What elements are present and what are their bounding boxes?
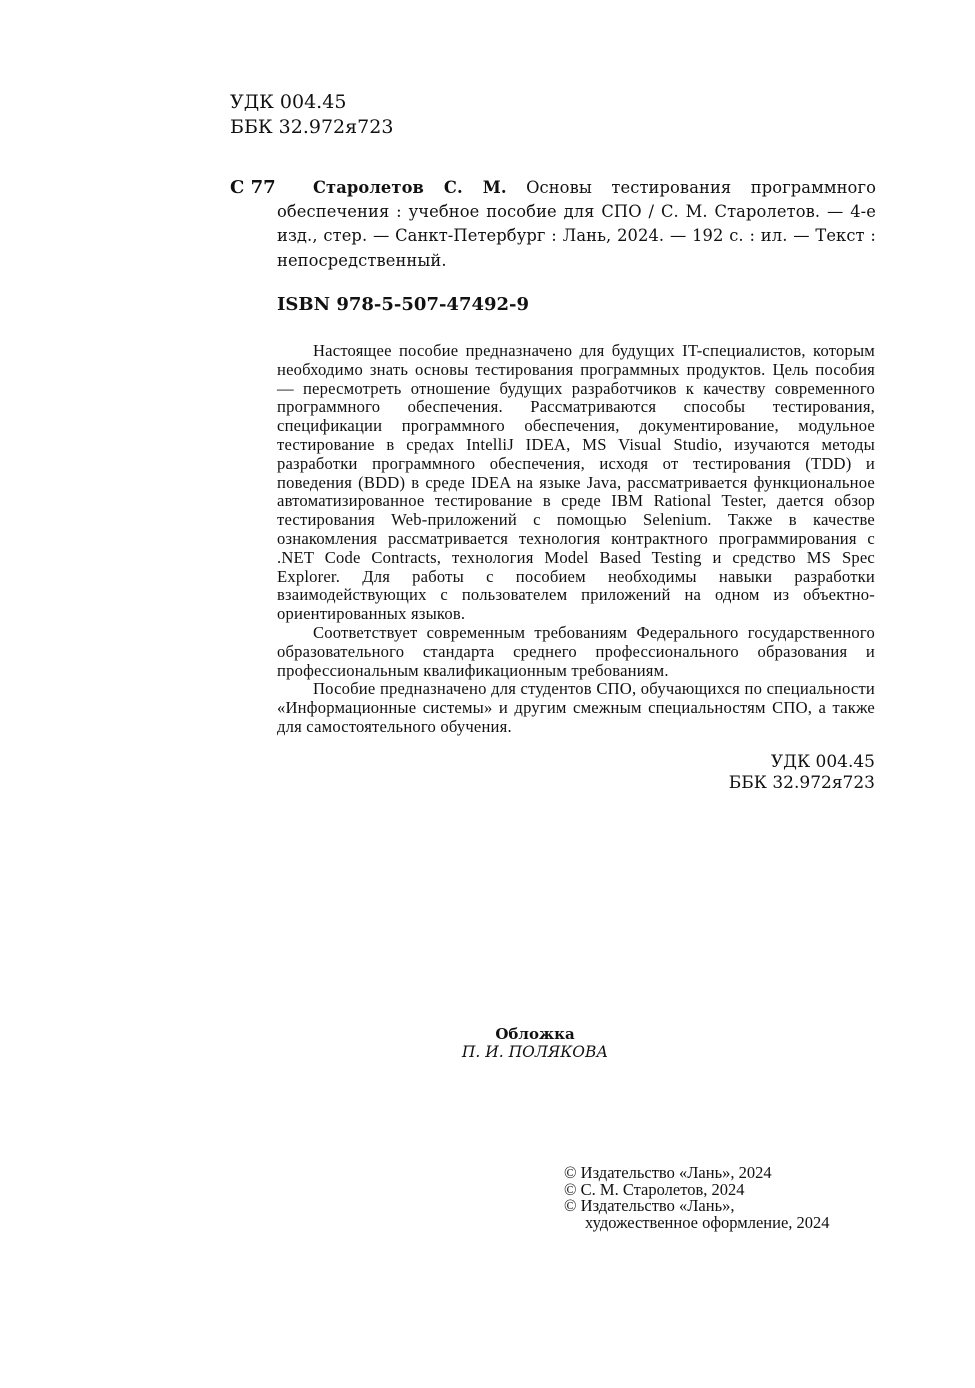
annotation-paragraph: Соответствует современным требованиям Федерального государственного образовательного стандарта среднего профессионального образования и профессиональным квалификационным требованиям. bbox=[277, 622, 875, 680]
author-mark: С 77 bbox=[230, 177, 276, 198]
classification-bottom bbox=[729, 752, 875, 794]
copyright-line: художественное оформление, 2024 bbox=[585, 1212, 830, 1232]
copyright-line: © Издательство «Лань», 2024 bbox=[564, 1163, 772, 1182]
cover-credit bbox=[380, 1025, 690, 1061]
bibliographic-description bbox=[277, 176, 876, 273]
copyright-line: © Издательство «Лань», bbox=[564, 1196, 735, 1216]
copyright-line: © С. М. Старолетов, 2024 bbox=[564, 1179, 745, 1199]
annotation bbox=[277, 342, 875, 737]
isbn: ISBN 978-5-507-47492-9 bbox=[277, 294, 530, 315]
bibliographic-entry bbox=[230, 176, 876, 273]
annotation-paragraph: Настоящее пособие предназначено для будущих IT-специалистов, которым необходимо знать основы тестирования программных продуктов. Цель пособия — пересмотреть отношение будущих разработчиков к качеству современного программного обеспечения. Рассматриваются способы тестирования, спецификации программного обеспечения, документирование, модульное тестирование в средах IntelliJ IDEA, MS Visual Studio, изучаются методы разработки программного обеспечения, исходя от тестирования (TDD) и поведения (BDD) в среде IDEA на языке Java, рассматривается функциональное автоматизированное тестирование в среде IBM Rational Tester, дается обзор тестирования Web-приложений с помощью Selenium. Также в качестве ознакомления рассматривается технология контрактного программирования с .NET Code Contracts, технология Model Based Testing и средство MS Spec Explorer. Для работы с пособием необходимы навыки разработки взаимодействующих с пользователем приложений на одном из объектно-ориентированных языков. bbox=[277, 341, 875, 624]
bbk-code: ББК 32.972я723 bbox=[728, 773, 875, 793]
description-text: Основы тестирования программного обеспечения : учебное пособие для СПО / С. М. Старолетов. — 4-е изд., стер. — Санкт-Петербург : Лань, 2024. — 192 с. : ил. — Текст : непосредственный. bbox=[277, 178, 876, 270]
cover-artist: П. И. ПОЛЯКОВА bbox=[461, 1043, 609, 1061]
author-name: Старолетов С. М. bbox=[313, 178, 507, 197]
bbk-code: ББК 32.972я723 bbox=[230, 116, 394, 138]
copyright-block bbox=[564, 1165, 830, 1231]
udk-code: УДК 004.45 bbox=[770, 752, 875, 772]
classification-top bbox=[230, 90, 393, 140]
cover-label: Обложка bbox=[495, 1025, 575, 1043]
udk-code: УДК 004.45 bbox=[230, 91, 347, 113]
annotation-paragraph: Пособие предназначено для студентов СПО, обучающихся по специальности «Информационные системы» и другим смежным специальностям СПО, а также для самостоятельного обучения. bbox=[277, 679, 875, 736]
